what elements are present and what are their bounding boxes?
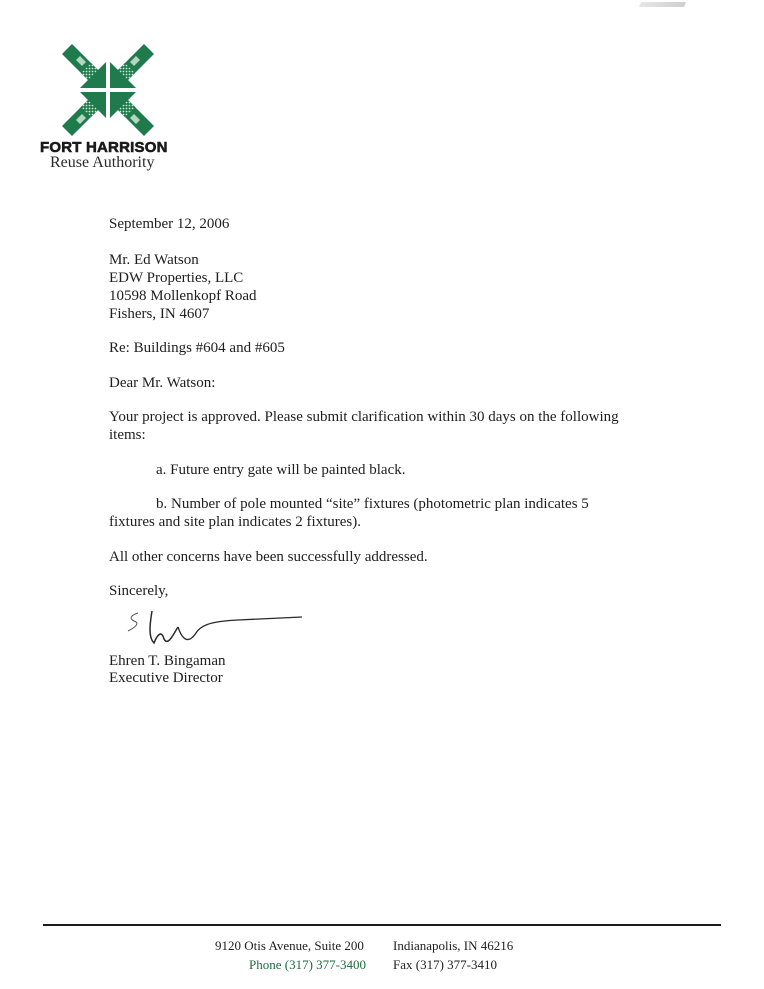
scan-artifact [639,2,686,7]
recipient-street: 10598 Mollenkopf Road [109,288,257,304]
closing-paragraph: All other concerns have been successfully addressed. [109,549,428,565]
footer-fax: Fax (317) 377-3410 [393,957,497,972]
arrow-ne [110,44,154,88]
recipient-company: EDW Properties, LLC [109,270,244,286]
arrow-se [110,92,154,136]
footer-city-address: Indianapolis, IN 46216 [393,938,514,953]
intro-paragraph: Your project is approved. Please submit clarification within 30 days on the following items: [109,409,619,443]
footer-divider [43,924,721,926]
footer-phone: Phone (317) 377-3400 [249,957,366,972]
valediction: Sincerely, [109,583,169,599]
handwritten-signature [118,603,308,653]
arrow-nw [62,44,106,88]
four-arrows-pinwheel-logo [58,40,158,140]
org-name: FORT HARRISON [40,139,168,156]
list-item: b. Number of pole mounted “site” fixtures (photometric plan indicates 5 fixtures and site plan indicates 2 fixtures). [109,496,589,530]
salutation: Dear Mr. Watson: [109,375,216,391]
arrow-sw [62,92,106,136]
recipient-city: Fishers, IN 4607 [109,306,210,322]
signer-title: Executive Director [109,670,223,686]
recipient-address [109,251,257,323]
list-item: a. Future entry gate will be painted black. [156,462,406,478]
subject-line: Re: Buildings #604 and #605 [109,340,285,356]
footer-street-address: 9120 Otis Avenue, Suite 200 [215,938,364,953]
org-subtitle: Reuse Authority [50,154,155,171]
recipient-name: Mr. Ed Watson [109,252,199,268]
letter-date: September 12, 2006 [109,216,230,232]
signer-name: Ehren T. Bingaman [109,653,226,669]
